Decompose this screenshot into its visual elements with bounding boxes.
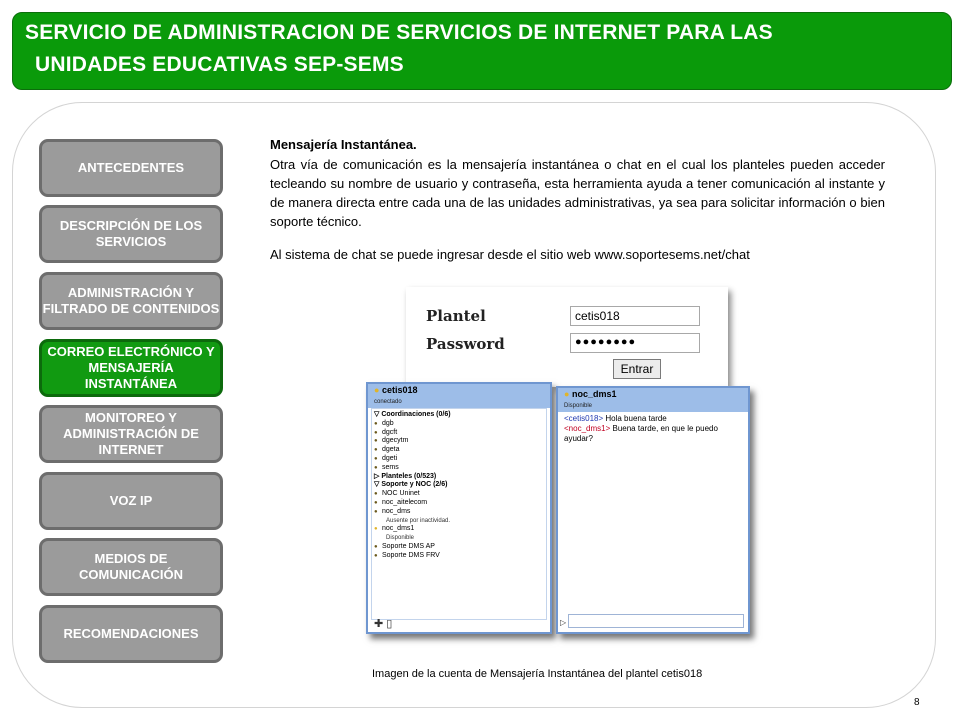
message-log <box>564 414 740 614</box>
title-banner <box>12 12 952 90</box>
contact-item: ● sems <box>372 464 546 473</box>
contact-status: Ausente por inactividad. <box>386 517 451 524</box>
contact-status: Disponible <box>386 535 415 542</box>
contact-item: ● dgeti <box>372 455 546 464</box>
group-collapsed-icon: ▷ <box>374 472 380 480</box>
message-input <box>568 614 744 628</box>
message-nick: <noc_dms1> <box>564 424 611 433</box>
group-label: Coordinaciones (0/6) <box>381 411 451 418</box>
group-label: Soporte y NOC (2/6) <box>381 481 448 489</box>
contact-item: ● dgecytm <box>372 437 546 446</box>
conversation-header <box>558 388 748 412</box>
section-heading: Mensajería Instantánea. <box>270 137 417 152</box>
image-caption: Imagen de la cuenta de Mensajería Instantánea del plantel cetis018 <box>372 668 703 680</box>
message-text: Hola buena tarde <box>605 414 667 423</box>
roster-header <box>368 384 550 408</box>
chat-roster-window <box>366 382 552 634</box>
contact-item: ● Soporte DMS FRV <box>372 552 546 561</box>
lightbulb-icon: ● <box>374 385 380 395</box>
lightbulb-icon: ● <box>564 389 570 399</box>
chat-login-screenshot <box>406 287 728 387</box>
roster-status: conectado <box>374 399 402 405</box>
nav-correo-mensajeria-button[interactable]: CORREO ELECTRÓNICO Y MENSAJERÍA INSTANTÁNEA <box>39 339 223 397</box>
group-soporte <box>372 481 546 490</box>
group-coordinaciones <box>372 411 546 420</box>
trash-icon: ▯ <box>386 618 393 630</box>
contact-item: ● dgb <box>372 420 546 429</box>
password-label: Password <box>426 335 505 353</box>
roster-footer <box>374 617 392 630</box>
chat-message <box>564 414 740 424</box>
contact-item: ● noc_dms <box>372 508 546 517</box>
contact-list <box>371 408 547 620</box>
chat-url-text: Al sistema de chat se puede ingresar desde el sitio web www.soportesems.net/chat <box>270 247 750 262</box>
page-number: 8 <box>914 697 920 708</box>
nav-descripcion-servicios-button[interactable]: DESCRIPCIÓN DE LOS SERVICIOS <box>39 205 223 263</box>
nav-antecedentes-button[interactable]: ANTECEDENTES <box>39 139 223 197</box>
section-paragraph: Otra vía de comunicación es la mensajería instantánea o chat en el cual los planteles pueden acceder tecleando su nombre de usuario y contraseña, esta herramienta ayuda a tener comunicación al instante y de manera directa entre cada una de las unidades administrativas, ya sea para solicitar información o bien soporte técnico. <box>270 157 885 229</box>
conversation-status: Disponible <box>564 403 593 409</box>
group-planteles <box>372 473 546 482</box>
message-text: Buena tarde, en que le puedo ayudar? <box>564 424 718 443</box>
contact-item: ● dgeta <box>372 446 546 455</box>
plantel-input: cetis018 <box>570 306 700 326</box>
chat-conversation-window <box>556 386 750 634</box>
plantel-label: Plantel <box>426 307 486 325</box>
add-contact-icon: ✚ <box>374 618 384 630</box>
nav-monitoreo-button[interactable]: MONITOREO Y ADMINISTRACIÓN DE INTERNET <box>39 405 223 463</box>
group-expanded-icon: ▽ <box>374 411 380 418</box>
banner-title-line-1: SERVICIO DE ADMINISTRACION DE SERVICIOS DE INTERNET PARA LAS <box>25 21 773 44</box>
password-input: ●●●●●●●● <box>570 333 700 353</box>
group-label: Planteles (0/523) <box>381 472 437 480</box>
nav-medios-comunicacion-button[interactable]: MEDIOS DE COMUNICACIÓN <box>39 538 223 596</box>
contact-item: ● NOC Uninet <box>372 490 546 499</box>
contact-item: ● Soporte DMS AP <box>372 543 546 552</box>
nav-voz-ip-button[interactable]: VOZ IP <box>39 472 223 530</box>
nav-recomendaciones-button[interactable]: RECOMENDACIONES <box>39 605 223 663</box>
chat-message <box>564 424 740 444</box>
nav-administracion-filtrado-button[interactable]: ADMINISTRACIÓN Y FILTRADO DE CONTENIDOS <box>39 272 223 330</box>
contact-item: ● noc_aitelecom <box>372 499 546 508</box>
banner-title-line-2: UNIDADES EDUCATIVAS SEP-SEMS <box>35 53 404 76</box>
conversation-title: noc_dms1 <box>571 389 617 399</box>
entrar-button: Entrar <box>613 359 661 379</box>
contact-item: ● noc_dms1 <box>372 525 546 534</box>
send-arrow-icon: ▷ <box>560 618 567 627</box>
roster-title: cetis018 <box>381 385 418 395</box>
message-nick: <cetis018> <box>564 414 604 423</box>
group-expanded-icon: ▽ <box>374 481 380 489</box>
contact-item: ● dgcft <box>372 429 546 438</box>
